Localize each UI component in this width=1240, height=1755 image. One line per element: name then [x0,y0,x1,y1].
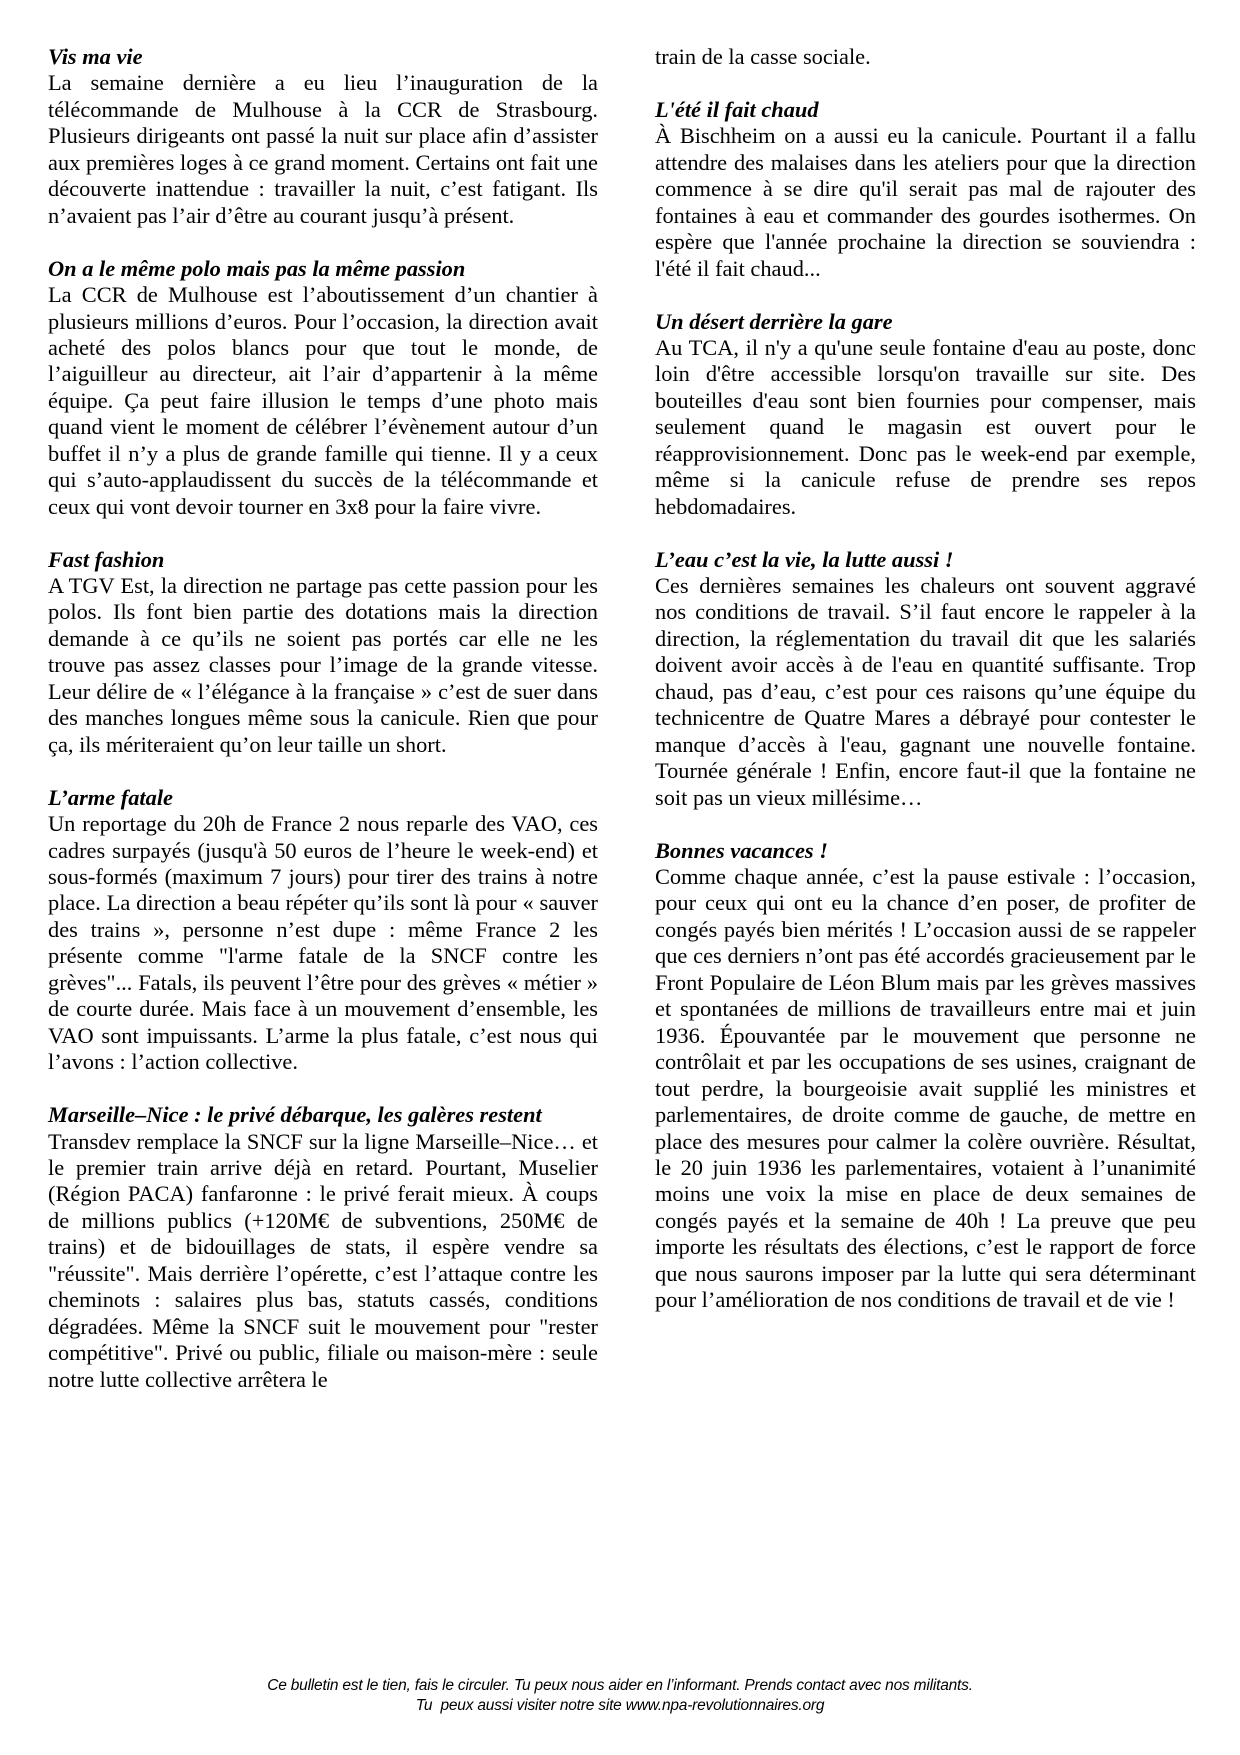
article-ete-chaud [655,97,1196,282]
article-body: Comme chaque année, c’est la pause estivale : l’occasion, pour ceux qui ont eu la chance d’en poser, de profiter de congés payés bien mérités ! L’occasion aussi de se rappeler que ces derniers n’ont pas été accordés gracieusement par le Front Populaire de Léon Blum mais par les grèves massives et spontanées de millions de travailleurs entre mai et juin 1936. Épouvantée par le mouvement que personne ne contrôlait et par les occupations de ses usines, craignant de tout perdre, la bourgeoisie avait supplié les ministres et parlementaires, de droite comme de gauche, de mettre en place des mesures pour calmer la colère ouvrière. Résultat, le 20 juin 1936 les parlementaires, votaient à l’unanimité moins une voix la mise en place de deux semaines de congés payés et la semaine de 40h ! La preuve que peu importe les résultats des élections, c’est le rapport de force que nous saurons imposer par la lutte qui sera déterminant pour l’amélioration de nos conditions de travail et de vie ! [655,863,1196,1313]
article-title: On a le même polo mais pas la même passion [48,255,466,281]
article-vis-ma-vie [48,44,598,229]
article-body: Un reportage du 20h de France 2 nous reparle des VAO, ces cadres surpayés (jusqu'à 50 euros de l’heure le week-end) et sous-formés (maximum 7 jours) pour tirer des trains à notre place. La direction a beau répéter qu’ils sont là pour « sauver des trains », personne n’est dupe : même France 2 les présente comme "l'arme fatale de la SNCF contre les grèves"... Fatals, ils peuvent l’être pour des grèves « métier » de courte durée. Mais face à un mouvement d’ensemble, les VAO sont impuissants. L’arme la plus fatale, c’est nous qui l’avons : l’action collective. [48,811,598,1075]
article-desert-gare [655,309,1196,521]
footer-line-2: Tu peux aussi visiter notre site www.npa-revolutionnaires.org [415,1697,825,1714]
footer-line-1: Ce bulletin est le tien, fais le circuler. Tu peux nous aider en l’informant. Prends contact avec nos militants. [267,1677,973,1694]
footer [0,1676,1240,1716]
article-eau-lutte [655,547,1196,812]
article-body: La semaine dernière a eu lieu l’inauguration de la télécommande de Mulhouse à la CCR de Strasbourg. Plusieurs dirigeants ont passé la nuit sur place afin d’assister aux premières loges à ce grand moment. Certains ont fait une découverte inattendue : travailler la nuit, c’est fatigant. Ils n’avaient pas l’air d’être au courant jusqu’à présent. [48,70,598,228]
article-title: Un désert derrière la gare [655,308,893,334]
article-body: À Bischheim on a aussi eu la canicule. Pourtant il a fallu attendre des malaises dans les ateliers pour que la direction commence à se dire qu'il serait pas mal de rajouter des fontaines à eau et commander des gourdes isothermes. On espère que l'année prochaine la direction se souviendra : l'été il fait chaud... [655,123,1196,281]
article-title: L'été il fait chaud [655,96,819,122]
article-title: L’eau c’est la vie, la lutte aussi ! [655,546,954,572]
article-body: A TGV Est, la direction ne partage pas cette passion pour les polos. Ils font bien partie des dotations mais la direction demande à ce qu’ils ne soient pas portés car elle ne les trouve pas assez classes pour l’image de la grande vitesse. Leur délire de « l’élégance à la française » c’est de suer dans des manches longues même sous la canicule. Rien que pour ça, ils mériteraient qu’on leur taille un short. [48,573,598,757]
article-marseille-nice [48,1102,598,1393]
article-title: Fast fashion [48,546,165,572]
article-body: Au TCA, il n'y a qu'une seule fontaine d'eau au poste, donc loin d'être accessible lorsqu'on travaille sur site. Des bouteilles d'eau sont bien fournies pour compenser, mais seulement quand le magasin est ouvert pour le réapprovisionnement. Donc pas le week-end par exemple, même si la canicule refuse de prendre ses repos hebdomadaires. [655,334,1196,519]
article-arme-fatale [48,785,598,1076]
article-bonnes-vacances [655,838,1196,1314]
article-title: L’arme fatale [48,784,173,810]
article-meme-polo [48,256,598,521]
article-title: Bonnes vacances ! [655,837,828,863]
right-column [655,44,1196,1340]
article-continuation: train de la casse sociale. [655,44,871,69]
left-column [48,44,598,1419]
article-body: Transdev remplace la SNCF sur la ligne Marseille–Nice… et le premier train arrive déjà en retard. Pourtant, Muselier (Région PACA) fanfaronne : le privé ferait mieux. À coups de millions publics (+120M€ de subventions, 250M€ de trains) et de bidouillages de stats, il espère vendre sa "réussite". Mais derrière l’opérette, c’est l’attaque contre les cheminots : salaires plus bas, statuts cassés, conditions dégradées. Même la SNCF suit le mouvement pour "rester compétitive". Privé ou public, filiale ou maison-mère : seule notre lutte collective arrêtera le [48,1128,598,1392]
article-body: La CCR de Mulhouse est l’aboutissement d’un chantier à plusieurs millions d’euros. Pour l’occasion, la direction avait acheté des polos blancs pour que tout le monde, de l’aiguilleur au directeur, ait l’air d’appartenir à la même équipe. Ça peut faire illusion le temps d’une photo mais quand vient le moment de célébrer l’évènement autour d’un buffet il n’y a plus de grande famille qui tienne. Il y a ceux qui s’auto-applaudissent du succès de la télécommande et ceux qui vont devoir tourner en 3x8 pour la faire vivre. [48,282,598,519]
article-title: Vis ma vie [48,44,143,69]
article-title: Marseille–Nice : le privé débarque, les galères restent [48,1102,542,1128]
article-fast-fashion [48,547,598,759]
article-body: Ces dernières semaines les chaleurs ont souvent aggravé nos conditions de travail. S’il faut encore le rappeler à la direction, la réglementation du travail dit que les salariés doivent avoir accès à de l'eau en quantité suffisante. Trop chaud, pas d’eau, c’est pour ces raisons qu’une équipe du technicentre de Quatre Mares a débrayé pour contester le manque d’accès à l'eau, gagnant une nouvelle fontaine. Tournée générale ! Enfin, encore faut-il que la fontaine ne soit pas un vieux millésime… [655,573,1196,810]
